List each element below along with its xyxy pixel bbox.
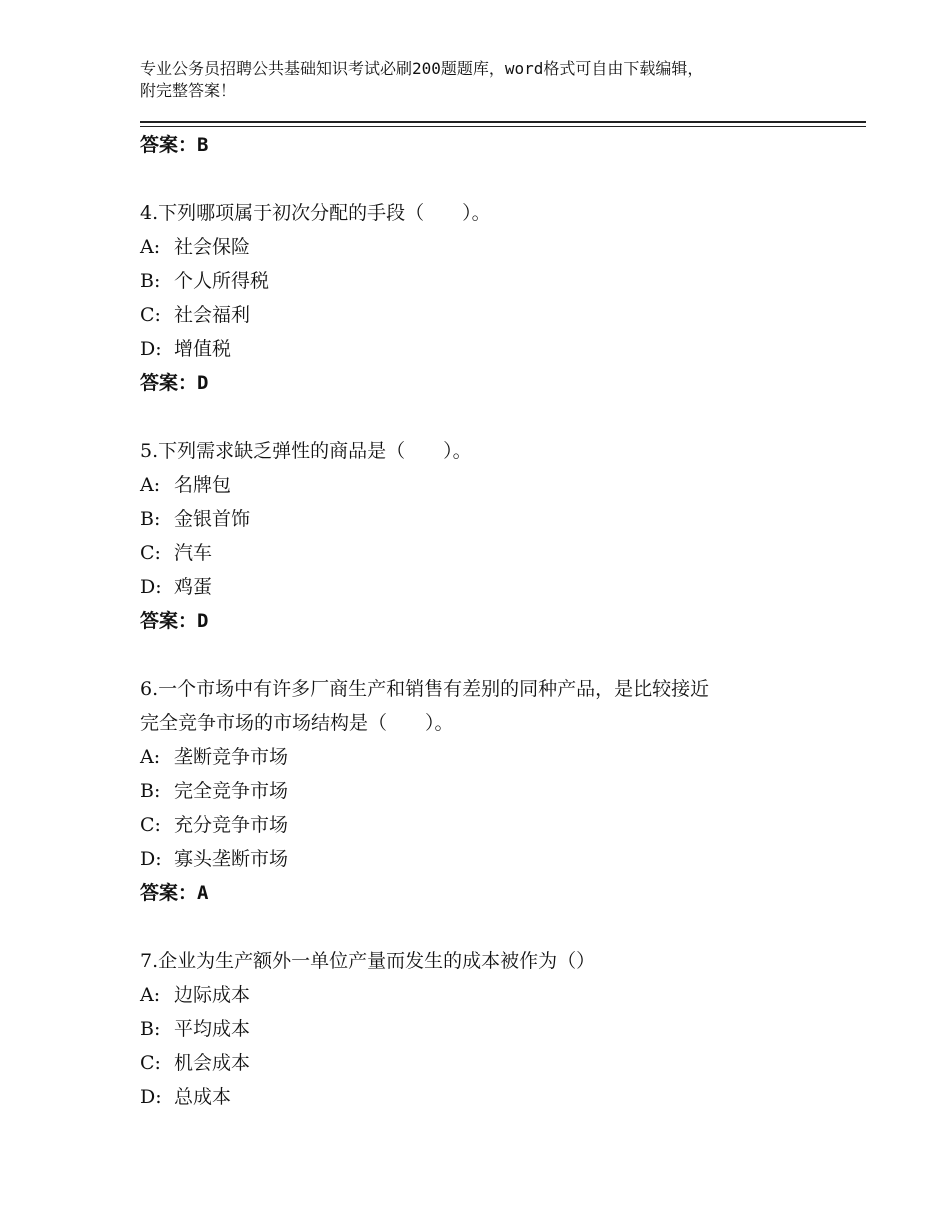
answer-line: 答案：D xyxy=(140,372,209,394)
answer-option xyxy=(140,740,840,774)
option-label: A: xyxy=(140,236,161,258)
option-label: B: xyxy=(140,508,161,530)
header-line-1: 专业公务员招聘公共基础知识考试必刷200题题库，word格式可自由下载编辑， xyxy=(140,59,704,78)
option-label: D: xyxy=(140,848,162,870)
question-block xyxy=(140,672,840,910)
option-label: A: xyxy=(140,474,161,496)
option-label: A: xyxy=(140,984,161,1006)
question-text-line: 4.下列哪项属于初次分配的手段（ ）。 xyxy=(140,202,491,224)
header-divider-thin xyxy=(140,126,866,127)
option-text: 机会成本 xyxy=(174,1052,251,1074)
question-text xyxy=(140,434,840,468)
option-label: D: xyxy=(140,1086,162,1108)
option-text: 充分竞争市场 xyxy=(174,814,289,836)
option-text: 金银首饰 xyxy=(174,508,251,530)
question-block xyxy=(140,434,840,638)
option-label: B: xyxy=(140,1018,161,1040)
answer-option xyxy=(140,1012,840,1046)
option-text: 总成本 xyxy=(174,1086,232,1108)
answer-option xyxy=(140,808,840,842)
answer-option xyxy=(140,502,840,536)
answer-option xyxy=(140,570,840,604)
option-label: D: xyxy=(140,338,162,360)
option-label: C: xyxy=(140,1052,161,1074)
option-label: D: xyxy=(140,576,162,598)
option-text: 鸡蛋 xyxy=(174,576,213,598)
option-text: 名牌包 xyxy=(174,474,232,496)
option-text: 寡头垄断市场 xyxy=(174,848,289,870)
answer-option xyxy=(140,978,840,1012)
option-text: 个人所得税 xyxy=(174,270,270,292)
option-text: 垄断竞争市场 xyxy=(174,746,289,768)
answer-option xyxy=(140,1080,840,1114)
question-text xyxy=(140,944,840,978)
question-text-line: 完全竞争市场的市场结构是（ ）。 xyxy=(140,712,454,734)
answer-option xyxy=(140,230,840,264)
answer-option xyxy=(140,536,840,570)
option-text: 汽车 xyxy=(174,542,213,564)
answer-option xyxy=(140,332,840,366)
option-text: 社会保险 xyxy=(174,236,251,258)
option-text: 增值税 xyxy=(174,338,232,360)
option-text: 边际成本 xyxy=(174,984,251,1006)
question-list xyxy=(140,128,840,1114)
answer-option xyxy=(140,774,840,808)
option-label: C: xyxy=(140,542,161,564)
header-divider-thick xyxy=(140,121,866,123)
question-block xyxy=(140,196,840,400)
question-text-line: 7.企业为生产额外一单位产量而发生的成本被作为（） xyxy=(140,950,596,972)
answer-line: 答案：D xyxy=(140,610,209,632)
header-line-2: 附完整答案！ xyxy=(140,81,237,100)
option-label: B: xyxy=(140,780,161,802)
question-text-line: 6.一个市场中有许多厂商生产和销售有差别的同种产品，是比较接近 xyxy=(140,678,710,700)
option-text: 完全竞争市场 xyxy=(174,780,289,802)
questions-container xyxy=(140,196,840,1114)
question-text xyxy=(140,196,840,230)
question-block xyxy=(140,944,840,1114)
answer-option xyxy=(140,468,840,502)
answer-option xyxy=(140,298,840,332)
option-text: 平均成本 xyxy=(174,1018,251,1040)
option-label: C: xyxy=(140,304,161,326)
option-label: C: xyxy=(140,814,161,836)
option-label: B: xyxy=(140,270,161,292)
answer-line: 答案：B xyxy=(140,134,209,156)
answer-option xyxy=(140,842,840,876)
option-label: A: xyxy=(140,746,161,768)
answer-line: 答案：A xyxy=(140,882,209,904)
answer-option xyxy=(140,1046,840,1080)
option-text: 社会福利 xyxy=(174,304,251,326)
page-header xyxy=(140,58,840,102)
answer-option xyxy=(140,264,840,298)
question-text xyxy=(140,672,840,740)
question-text-line: 5.下列需求缺乏弹性的商品是（ ）。 xyxy=(140,440,472,462)
